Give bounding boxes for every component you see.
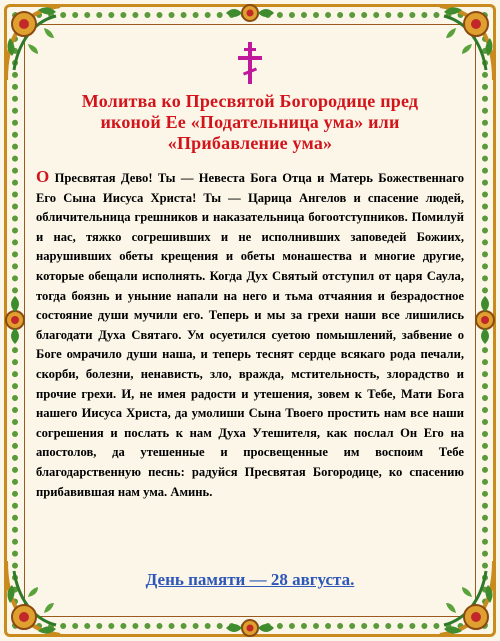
corner-ornament-icon — [414, 555, 500, 641]
top-ornament-icon — [220, 0, 280, 26]
side-ornament-icon — [470, 290, 500, 350]
side-ornament-icon — [0, 290, 30, 350]
bottom-ornament-icon — [220, 615, 280, 641]
corner-ornament-icon — [414, 0, 500, 86]
corner-ornament-icon — [0, 555, 86, 641]
memory-day: День памяти — 28 августа. — [145, 570, 355, 589]
drop-cap: О — [36, 167, 50, 186]
prayer-body: Пресвятая Дево! Ты — Невеста Бога Отца и Матерь Божественнаго Его Сына Иисуса Христа! Ты — Царица Ангелов и спасение людей, обличительница грешников и наказательница богоотступников. Помилуй и нас, тяжко согрешивших и не исполнивших заповедей Божиих, нарушивших обеты крещения и обеты монашества и многие другие, которые обещали исполнять. Когда Дух Святый отступил от царя Саула, тогда боязнь и уныние напали на него и тьма отчаяния и безрадостное состояние души мучили его. Теперь и мы за грехи наши все лишились благодати Духа Святаго. Ум осуетился суетою помышлений, забвение о Боге омрачило души наша, и теперь теснят сердце всякаго рода печали, скорби, болезни, ненависть, зло, вражда, мстительность, злорадство и прочие грехи. И, не имея радости и утешения, зовем к Тебе, Мати Бога нашего Иисуса Христа, да умолиши Сына Твоего простить нам все наши согрешения и послать к нам Духа Утешителя, как послал Он Его на апостолов, да утешенные и просвещенные им воспоим Тебе благодарственную песнь: радуйся Пресвятая Богородице, ко спасению прибавившая нам ума. Аминь. — [36, 171, 464, 499]
orthodox-cross-icon — [235, 41, 265, 85]
prayer-title: Молитва ко Пресвятой Богородице пред иконой Ее «Подательница ума» или «Прибавление ума» — [81, 91, 419, 153]
corner-ornament-icon — [0, 0, 86, 86]
prayer-text — [36, 167, 464, 502]
